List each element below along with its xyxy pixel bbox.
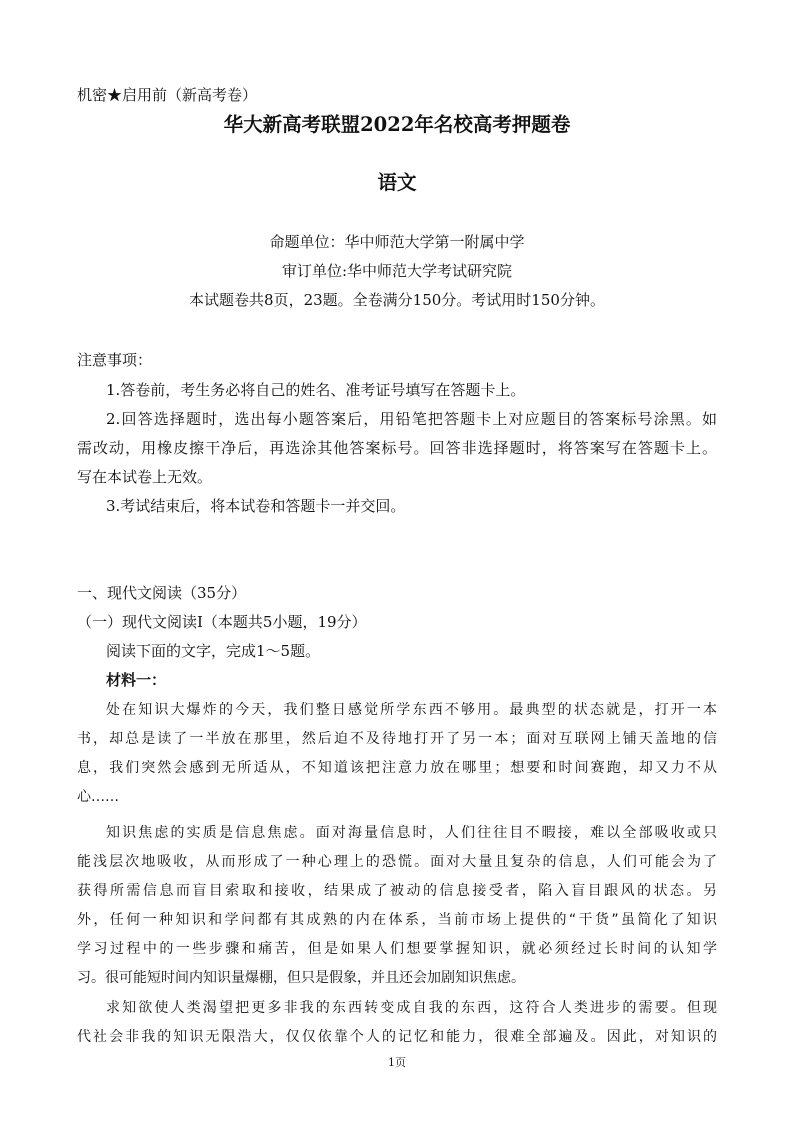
passage-p1-line-2: 书，却总是读了一半放在那里，然后迫不及待地打开了另一本；面对互联网上铺天盖地的信 — [77, 731, 717, 747]
passage-p1-line-1: 处在知识大爆炸的今天，我们整日感觉所学东西不够用。最典型的状态就是，打开一本 — [106, 702, 717, 718]
passage-p2-line-1: 知识焦虑的实质是信息焦虑。面对海量信息时，人们往往目不暇接，难以全部吸收或只 — [106, 825, 717, 841]
passage-p2-line-4: 外，任何一种知识和学问都有其成熟的内在体系，当前市场上提供的“干货”虽简化了知识 — [77, 912, 717, 928]
exam-title: 华大新高考联盟2022年名校高考押题卷 — [223, 113, 571, 136]
subsection-heading: （一）现代文阅读Ⅰ（本题共5小题，19分） — [77, 613, 367, 631]
section-heading: 一、现代文阅读（35分） — [77, 584, 247, 602]
exam-summary: 本试题卷共8页，23题。全卷满分150分。考试用时150分钟。 — [189, 291, 605, 309]
passage-p2-line-2: 能浅层次地吸收，从而形成了一种心理上的恐慌。面对大量且复杂的信息，人们可能会为了 — [77, 854, 717, 870]
notice-item-2-line-2: 需改动，用橡皮擦干净后，再选涂其他答案标号。回答非选择题时，将答案写在答题卡上。 — [77, 439, 717, 457]
passage-p2-line-3: 获得所需信息而盲目索取和接收，结果成了被动的信息接受者，陷入盲目跟风的状态。另 — [77, 883, 717, 899]
notice-item-3: 3.考试结束后，将本试卷和答题卡一并交回。 — [106, 497, 406, 515]
compiling-unit: 命题单位：华中师范大学第一附属中学 — [269, 233, 525, 251]
page-number: 1页 — [388, 1056, 406, 1069]
confidential-label: 机密★启用前（新高考卷） — [77, 86, 258, 104]
subject-title: 语文 — [377, 171, 417, 194]
passage-p2-line-5: 学习过程中的一些步骤和痛苦，但是如果人们想要掌握知识，就必须经过长时间的认知学 — [77, 941, 717, 957]
review-unit: 审订单位:华中师范大学考试研究院 — [281, 262, 513, 280]
passage-p1-line-3: 息，我们突然会感到无所适从，不知道该把注意力放在哪里；想要和时间赛跑，却又力不从 — [77, 760, 717, 776]
passage-p3-line-1: 求知欲使人类渴望把更多非我的东西转变成自我的东西，这符合人类进步的需要。但现 — [106, 1000, 717, 1016]
passage-p2-line-6: 习。很可能短时间内知识量爆棚，但只是假象，并且还会加剧知识焦虑。 — [77, 970, 525, 986]
notice-heading: 注意事项： — [77, 351, 153, 369]
notice-item-2-line-1: 2.回答选择题时，选出每小题答案后，用铅笔把答题卡上对应题目的答案标号涂黑。如 — [106, 410, 717, 428]
notice-item-2-line-3: 写在本试卷上无效。 — [77, 468, 213, 486]
passage-p3-line-2: 代社会非我的知识无限浩大，仅仅依靠个人的记忆和能力，很难全部遍及。因此，对知识的 — [77, 1029, 717, 1045]
notice-item-1: 1.答卷前，考生务必将自己的姓名、准考证号填写在答题卡上。 — [106, 381, 526, 399]
passage-p1-line-4: 心…… — [77, 789, 119, 805]
material-label: 材料一： — [106, 671, 167, 689]
reading-instruction: 阅读下面的文字，完成1～5题。 — [106, 642, 321, 660]
